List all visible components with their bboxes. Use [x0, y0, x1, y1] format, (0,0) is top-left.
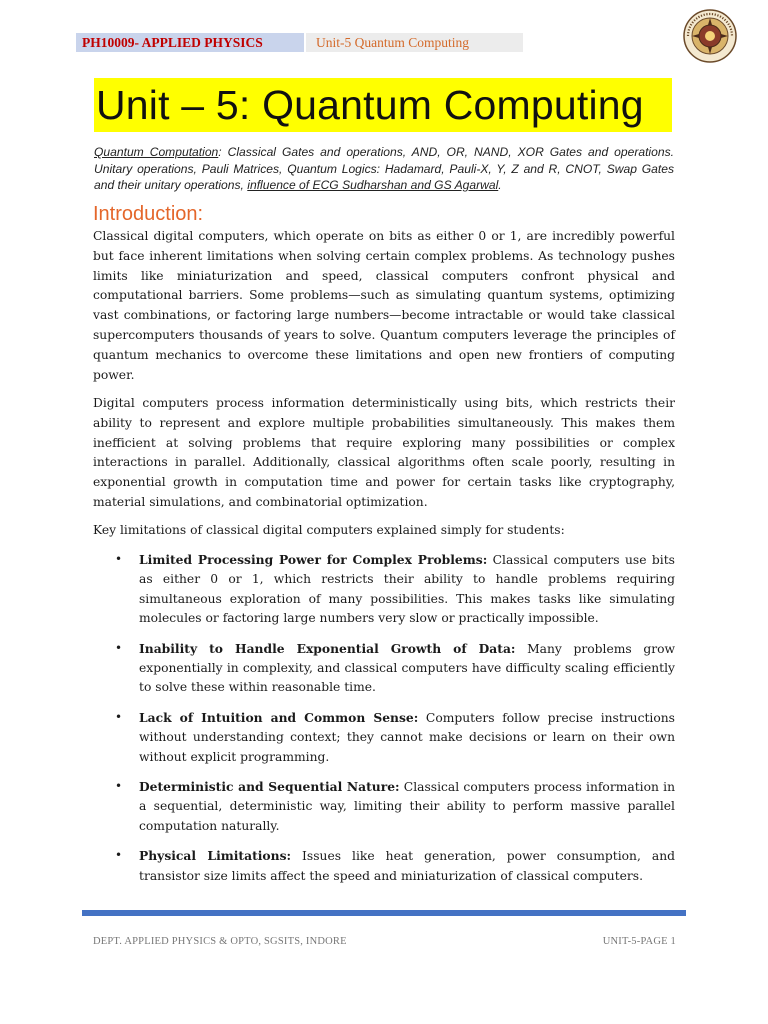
bullet-icon: •: [115, 848, 123, 863]
footer-department: DEPT. APPLIED PHYSICS & OPTO, SGSITS, INDORE: [93, 936, 347, 947]
institute-logo: [682, 8, 738, 64]
list-item-heading: Inability to Handle Exponential Growth of Data:: [139, 640, 516, 656]
syllabus-text: : Classical Gates and operations, AND, OR, NAND, XOR Gates and operations. Unitary operations, Pauli Matrices, Quantum Logics: Hadamard, Pauli-X, Y, Z and R, CNOT, Swap Gates and their unitary operations,: [94, 145, 674, 192]
intro-paragraph-1: Classical digital computers, which operate on bits as either 0 or 1, are incredibly powerful but face inherent limitations when solving certain complex problems. As technology pushes limits like miniaturization and speed, classical computers confront physical and computational barriers. Some problems—such as simulating quantum systems, optimizing vast combinations, or factoring large numbers—become intractable or would take classical supercomputers thousands of years to solve. Quantum computers leverage the principles of quantum mechanics to overcome these limitations and open new frontiers of computing power.: [93, 229, 675, 382]
limitations-list: [93, 550, 675, 886]
page-title-text: Unit – 5: Quantum Computing: [96, 82, 644, 128]
list-item: [93, 639, 675, 698]
list-item: [93, 708, 675, 767]
list-item-text: Classical computers process information in a sequential, deterministic way, limiting their ability to perform massive parallel computation naturally.: [139, 780, 675, 833]
unit-label: Unit-5 Quantum Computing: [316, 34, 469, 50]
syllabus-link: influence of ECG Sudharshan and GS Agarwal: [247, 178, 499, 192]
bullet-icon: •: [115, 552, 123, 566]
bullet-icon: •: [115, 709, 123, 724]
intro-paragraph-2: Digital computers process information deterministically using bits, which restricts their ability to represent and explore multiple probabilities simultaneously. This makes them inefficient at solving problems that require exploring many possibilities or complex interactions in parallel. Additionally, classical algorithms often scale poorly, resulting in exponential growth in computation time and power for certain tasks like cryptography, material simulations, and combinatorial optimization.: [93, 396, 675, 509]
bullet-icon: •: [115, 640, 123, 655]
running-header: [76, 33, 523, 52]
list-item-heading: Lack of Intuition and Common Sense:: [139, 709, 419, 725]
list-item-heading: Limited Processing Power for Complex Problems:: [139, 552, 488, 567]
course-code: PH10009- APPLIED PHYSICS: [76, 33, 306, 52]
syllabus-end: .: [498, 178, 502, 192]
list-item: [93, 777, 675, 836]
list-item-text: Issues like heat generation, power consumption, and transistor size limits affect the speed and miniaturization of classical computers.: [139, 849, 675, 883]
bullet-icon: •: [115, 779, 123, 794]
list-item: [93, 550, 675, 629]
list-item-text: Classical computers use bits as either 0 or 1, which restricts their ability to handle problems requiring simultaneous exploration of many possibilities. This makes tasks like simulating molecules or factoring large numbers very slow or practically impossible.: [139, 553, 675, 626]
list-item-text: Computers follow precise instructions without understanding context; they cannot make decisions or learn on their own without explicit programming.: [139, 710, 675, 764]
page-title: [94, 78, 672, 132]
list-item-heading: Deterministic and Sequential Nature:: [139, 779, 400, 795]
list-item-text: Many problems grow exponentially in complexity, and classical computers have difficulty scaling efficiently to solve these within reasonable time.: [139, 641, 676, 695]
section-heading-introduction: Introduction:: [93, 203, 204, 225]
footer-page-number: UNIT-5-PAGE 1: [602, 936, 676, 947]
syllabus-paragraph: [94, 144, 674, 194]
footer-divider: [82, 910, 686, 916]
list-item: [93, 846, 675, 886]
intro-paragraph-3: Key limitations of classical digital computers explained simply for students:: [93, 523, 565, 537]
list-item-heading: Physical Limitations:: [139, 848, 292, 864]
syllabus-lead: Quantum Computation: [94, 145, 219, 159]
